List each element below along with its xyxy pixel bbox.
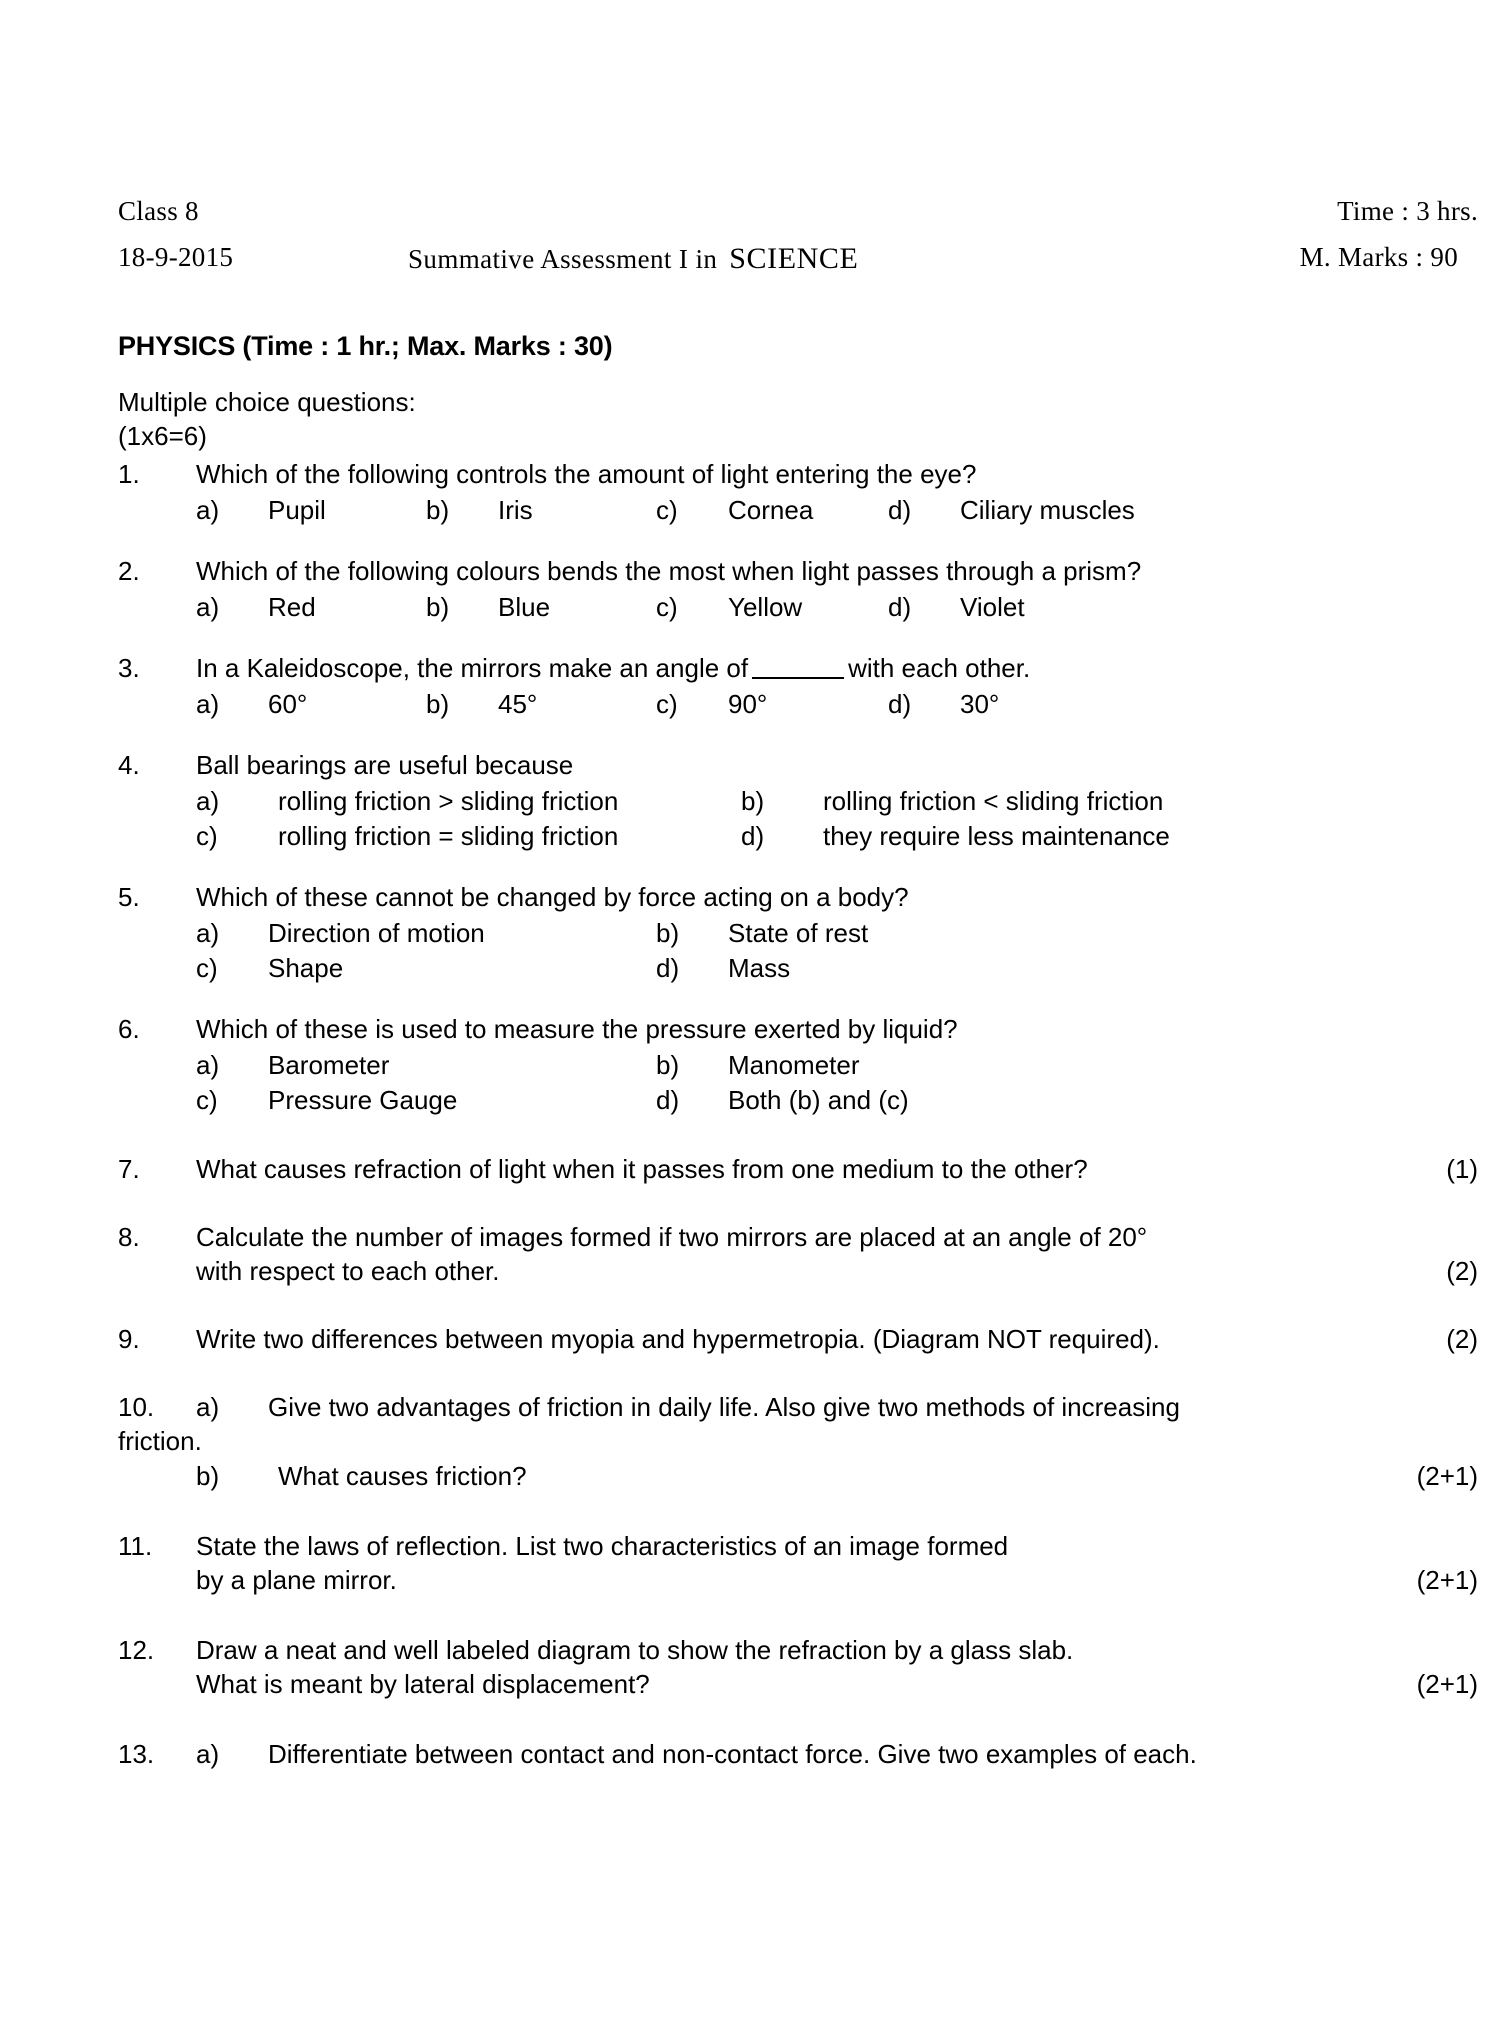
option-row — [196, 917, 1478, 952]
question-11-line2-row — [118, 1564, 1478, 1598]
question-2-head — [118, 555, 1478, 589]
header-row-2 — [118, 242, 1478, 288]
option-row — [196, 1049, 1478, 1084]
option-b-text: Blue — [498, 591, 551, 622]
option-a[interactable] — [196, 1049, 389, 1083]
option-c-label: c) — [656, 591, 678, 622]
question-5-options — [196, 917, 1478, 987]
question-1-head — [118, 458, 1478, 492]
question-5-head — [118, 881, 1478, 915]
option-c[interactable] — [196, 952, 343, 986]
option-d[interactable] — [741, 820, 1170, 854]
question-10-head — [118, 1391, 1478, 1425]
option-a[interactable] — [196, 591, 316, 625]
option-row — [196, 952, 1478, 987]
option-a-label: a) — [196, 1049, 220, 1080]
question-12-text-line1: Draw a neat and well labeled diagram to show the refraction by a glass slab. — [196, 1635, 1074, 1666]
question-8-head — [118, 1221, 1478, 1255]
question-8-text-line2: with respect to each other. — [196, 1255, 500, 1286]
question-4-text: Ball bearings are useful because — [196, 749, 574, 780]
exam-paper-content — [118, 196, 1478, 1772]
option-c[interactable] — [656, 591, 802, 625]
time-allowed: Time : 3 hrs. — [1337, 196, 1478, 226]
question-4-head — [118, 749, 1478, 783]
question-3-text-before: In a Kaleidoscope, the mirrors make an angle of — [196, 652, 749, 683]
option-d-text: 30° — [960, 688, 1000, 719]
question-12-text-line2: What is meant by lateral displacement? — [196, 1669, 650, 1700]
question-8 — [118, 1221, 1478, 1289]
paper-header — [118, 196, 1478, 288]
question-3 — [118, 652, 1478, 723]
option-b-text: Iris — [498, 494, 533, 525]
max-marks: M. Marks : 90 — [1299, 242, 1458, 272]
question-11 — [118, 1530, 1478, 1598]
option-c-label: c) — [196, 952, 218, 983]
question-10-part-a-overflow-row — [118, 1425, 1478, 1459]
option-d[interactable] — [656, 952, 790, 986]
question-3-text — [196, 652, 1478, 686]
option-c-label: c) — [656, 688, 678, 719]
option-a[interactable] — [196, 917, 485, 951]
question-6-text: Which of these is used to measure the pressure exerted by liquid? — [196, 1013, 958, 1044]
question-9-text: Write two differences between myopia and hypermetropia. (Diagram NOT required). — [196, 1323, 1160, 1354]
question-13-part-a-label: a) — [196, 1739, 220, 1770]
option-d-label: d) — [888, 688, 912, 719]
option-b-text: State of rest — [728, 917, 869, 948]
option-b-label: b) — [656, 917, 680, 948]
option-a-text: rolling friction > sliding friction — [278, 785, 619, 816]
option-d-text: they require less maintenance — [823, 820, 1170, 851]
option-b[interactable] — [741, 785, 1163, 819]
option-b[interactable] — [656, 917, 868, 951]
question-2-options — [196, 591, 1478, 626]
option-row — [196, 820, 1478, 855]
question-6 — [118, 1013, 1478, 1119]
option-row — [196, 688, 1478, 723]
option-d-text: Mass — [728, 952, 791, 983]
question-3-options — [196, 688, 1478, 723]
option-d-label: d) — [656, 1084, 680, 1115]
question-13-head — [118, 1738, 1478, 1772]
class-label: Class 8 — [118, 196, 199, 226]
option-a[interactable] — [196, 688, 307, 722]
question-3-number: 3. — [118, 652, 140, 683]
question-5 — [118, 881, 1478, 987]
option-b-label: b) — [426, 591, 450, 622]
question-10-part-a — [196, 1391, 1478, 1425]
option-d-label: d) — [888, 591, 912, 622]
question-1-text: Which of the following controls the amount of light entering the eye? — [196, 458, 977, 489]
question-10-part-b-label: b) — [196, 1461, 220, 1492]
question-2 — [118, 555, 1478, 626]
question-3-head — [118, 652, 1478, 686]
option-d[interactable] — [888, 494, 1135, 528]
option-row — [196, 494, 1478, 529]
option-d[interactable] — [888, 591, 1025, 625]
option-c-text: Cornea — [728, 494, 814, 525]
option-a-text: Direction of motion — [268, 917, 485, 948]
question-6-number: 6. — [118, 1013, 140, 1044]
option-a-label: a) — [196, 591, 220, 622]
option-b-label: b) — [656, 1049, 680, 1080]
question-10-number: 10. — [118, 1391, 155, 1422]
option-a-label: a) — [196, 785, 220, 816]
question-12-number: 12. — [118, 1635, 155, 1666]
option-c-text: rolling friction = sliding friction — [278, 820, 619, 851]
question-10-part-b-text: What causes friction? — [278, 1461, 527, 1492]
option-d-text: Violet — [960, 591, 1025, 622]
question-7 — [118, 1153, 1478, 1187]
question-4 — [118, 749, 1478, 855]
question-3-text-after: with each other. — [848, 652, 1031, 683]
question-12 — [118, 1634, 1478, 1702]
option-b-label: b) — [426, 494, 450, 525]
option-b-text: rolling friction < sliding friction — [823, 785, 1164, 816]
question-10 — [118, 1391, 1478, 1495]
question-13-part-a-text: Differentiate between contact and non-contact force. Give two examples of each. — [268, 1739, 1197, 1770]
option-row — [196, 591, 1478, 626]
option-d-text: Both (b) and (c) — [728, 1084, 909, 1115]
section-title-physics: PHYSICS (Time : 1 hr.; Max. Marks : 30) — [118, 331, 613, 361]
option-d-label: d) — [656, 952, 680, 983]
exam-title — [408, 242, 858, 276]
option-b-label: b) — [426, 688, 450, 719]
question-8-number: 8. — [118, 1221, 140, 1252]
option-b[interactable] — [426, 494, 533, 528]
option-row — [196, 1084, 1478, 1119]
question-2-text: Which of the following colours bends the most when light passes through a prism? — [196, 555, 1142, 586]
question-7-text: What causes refraction of light when it passes from one medium to the other? — [196, 1153, 1088, 1184]
question-10-part-b — [196, 1460, 1478, 1494]
option-d-label: d) — [888, 494, 912, 525]
question-11-text-line1: State the laws of reflection. List two characteristics of an image formed — [196, 1531, 1009, 1562]
question-8-text-line1: Calculate the number of images formed if two mirrors are placed at an angle of 20° — [196, 1221, 1148, 1252]
option-d[interactable] — [888, 688, 999, 722]
option-b[interactable] — [426, 591, 550, 625]
option-a-label: a) — [196, 494, 220, 525]
question-11-text-line2: by a plane mirror. — [196, 1565, 397, 1596]
option-a-text: 60° — [268, 688, 308, 719]
option-a[interactable] — [196, 494, 326, 528]
option-d-label: d) — [741, 820, 765, 851]
option-b[interactable] — [426, 688, 537, 722]
option-d-text: Ciliary muscles — [960, 494, 1135, 525]
question-12-line2-row — [118, 1668, 1478, 1702]
option-a[interactable] — [196, 785, 618, 819]
question-9-marks: (2) — [1446, 1323, 1478, 1354]
option-c-label: c) — [196, 1084, 218, 1115]
question-12-head — [118, 1634, 1478, 1668]
question-9 — [118, 1323, 1478, 1357]
question-5-number: 5. — [118, 881, 140, 912]
option-c[interactable] — [656, 688, 767, 722]
option-b[interactable] — [656, 1049, 860, 1083]
option-c[interactable] — [656, 494, 813, 528]
option-a-label: a) — [196, 688, 220, 719]
question-13-number: 13. — [118, 1739, 155, 1770]
question-7-number: 7. — [118, 1153, 140, 1184]
question-4-options — [196, 785, 1478, 855]
mcq-instruction — [118, 386, 1478, 454]
option-a-label: a) — [196, 917, 220, 948]
option-a-text: Barometer — [268, 1049, 390, 1080]
option-a-text: Pupil — [268, 494, 326, 525]
question-4-number: 4. — [118, 749, 140, 780]
option-c-text: Shape — [268, 952, 344, 983]
question-1-number: 1. — [118, 458, 140, 489]
question-10-part-b-row — [118, 1460, 1478, 1494]
question-12-marks: (2+1) — [1416, 1669, 1478, 1700]
question-8-line2-row — [118, 1255, 1478, 1289]
option-c[interactable] — [196, 820, 618, 854]
exam-date: 18-9-2015 — [118, 242, 234, 272]
question-9-number: 9. — [118, 1323, 140, 1354]
question-10-part-a-text: Give two advantages of friction in daily life. Also give two methods of increasing — [268, 1391, 1180, 1422]
question-2-number: 2. — [118, 555, 140, 586]
option-b-text: 45° — [498, 688, 538, 719]
option-d[interactable] — [656, 1084, 909, 1118]
question-10-part-a-overflow: friction. — [118, 1425, 202, 1456]
question-7-head — [118, 1153, 1478, 1187]
option-c-text: Yellow — [728, 591, 803, 622]
option-a-text: Red — [268, 591, 316, 622]
option-c[interactable] — [196, 1084, 457, 1118]
mcq-instruction-label: Multiple choice questions: — [118, 387, 416, 417]
exam-subject: SCIENCE — [729, 242, 859, 275]
question-5-text: Which of these cannot be changed by force acting on a body? — [196, 881, 909, 912]
fill-in-blank — [752, 659, 844, 679]
question-11-marks: (2+1) — [1416, 1565, 1478, 1596]
question-1-options — [196, 494, 1478, 529]
question-6-head — [118, 1013, 1478, 1047]
option-b-text: Manometer — [728, 1049, 860, 1080]
exam-title-text: Summative Assessment I in — [408, 244, 718, 274]
question-10-part-a-label: a) — [196, 1391, 220, 1422]
question-11-number: 11. — [118, 1531, 153, 1562]
option-row — [196, 785, 1478, 820]
option-c-text: 90° — [728, 688, 768, 719]
option-c-label: c) — [656, 494, 678, 525]
question-9-head — [118, 1323, 1478, 1357]
question-13 — [118, 1738, 1478, 1772]
question-10-marks: (2+1) — [1416, 1461, 1478, 1492]
mcq-weight-label: (1x6=6) — [118, 420, 207, 451]
question-6-options — [196, 1049, 1478, 1119]
question-7-marks: (1) — [1446, 1153, 1478, 1184]
question-11-head — [118, 1530, 1478, 1564]
option-c-label: c) — [196, 820, 218, 851]
question-8-marks: (2) — [1446, 1255, 1478, 1286]
option-c-text: Pressure Gauge — [268, 1084, 458, 1115]
header-row-1 — [118, 196, 1478, 242]
question-1 — [118, 458, 1478, 529]
option-b-label: b) — [741, 785, 765, 816]
question-13-part-a — [196, 1738, 1478, 1772]
